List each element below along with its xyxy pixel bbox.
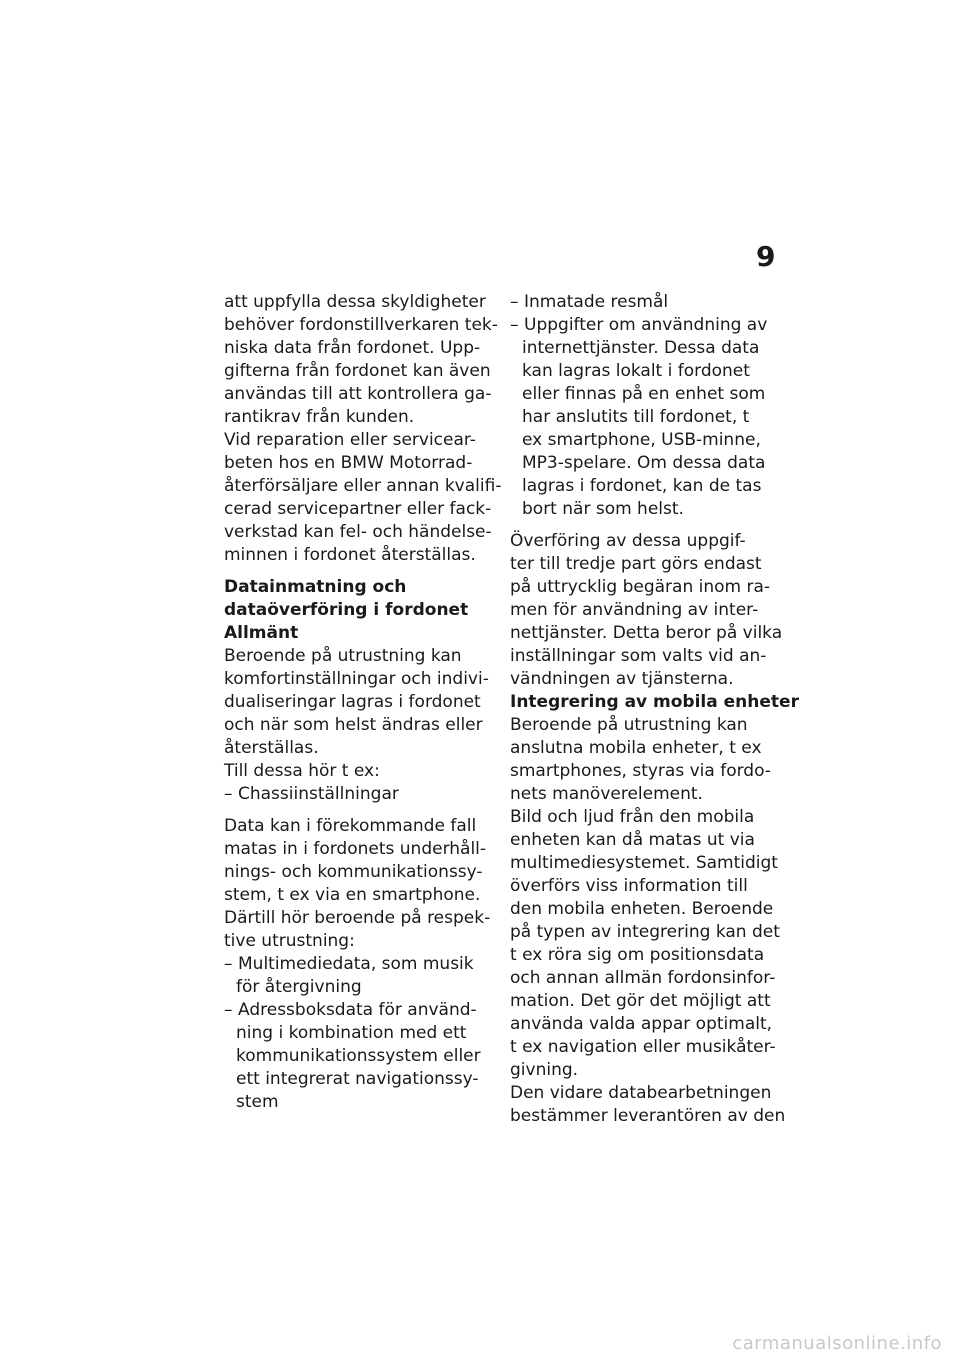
dash-marker: – [224, 954, 233, 974]
paragraph-gap [224, 806, 490, 815]
left-column [224, 291, 502, 1114]
paragraph-gap [510, 521, 784, 530]
list-item-continuation: ex smartphone, USB-minne, [522, 430, 761, 450]
list-item-continuation: MP3-spelare. Om dessa data [522, 453, 766, 473]
list-item-continuation: bort när som helst. [522, 499, 684, 519]
text-line: verkstad kan fel- och händelse- [224, 522, 492, 542]
text-line: tive utrustning: [224, 931, 355, 951]
list-item-continuation: stem [236, 1092, 279, 1112]
text-line: ter till tredje part görs endast [510, 554, 762, 574]
text-line: smartphones, styras via fordo- [510, 761, 771, 781]
list-item-continuation: ning i kombination med ett [236, 1023, 467, 1043]
text-line: Därtill hör beroende på respek- [224, 908, 491, 928]
list-item-continuation: har anslutits till fordonet, t [522, 407, 750, 427]
text-line: Data kan i förekommande fall [224, 816, 477, 836]
page-number: 9 [756, 240, 776, 273]
text-line: t ex navigation eller musikåter- [510, 1037, 776, 1057]
text-line: mation. Det gör det möjligt att [510, 991, 771, 1011]
list-item: – Chassiinställningar [224, 784, 399, 804]
list-item: – Uppgifter om användning av [510, 315, 768, 335]
text-line: på uttrycklig begäran inom ra- [510, 577, 771, 597]
text-line: Överföring av dessa uppgif- [510, 531, 746, 551]
text-line: dualiseringar lagras i fordonet [224, 692, 481, 712]
section-heading: Integrering av mobila enheter [510, 692, 799, 712]
section-heading: dataöverföring i fordonet [224, 600, 469, 620]
list-item-continuation: lagras i fordonet, kan de tas [522, 476, 762, 496]
text-line: matas in i fordonets underhåll- [224, 839, 487, 859]
text-line: vändningen av tjänsterna. [510, 669, 734, 689]
list-item: – Inmatade resmål [510, 292, 669, 312]
right-column [510, 291, 799, 1128]
text-line: den mobila enheten. Beroende [510, 899, 774, 919]
list-item-continuation: kan lagras lokalt i fordonet [522, 361, 750, 381]
text-line: och annan allmän fordonsinfor- [510, 968, 776, 988]
dash-marker: – [510, 315, 519, 335]
text-line: Bild och ljud från den mobila [510, 807, 755, 827]
text-line: t ex röra sig om positionsdata [510, 945, 765, 965]
list-item-continuation: ett integrerat navigationssy- [236, 1069, 479, 1089]
text-line: enheten kan då matas ut via [510, 830, 755, 850]
dash-marker: – [510, 292, 519, 312]
dash-marker: – [224, 784, 233, 804]
list-item-continuation: kommunikationssystem eller [236, 1046, 481, 1066]
text-line: Den vidare databearbetningen [510, 1083, 772, 1103]
text-line: multimediesystemet. Samtidigt [510, 853, 778, 873]
list-item-continuation: för återgivning [236, 977, 362, 997]
text-line: överförs viss information till [510, 876, 748, 896]
text-line: bestämmer leverantören av den [510, 1106, 786, 1126]
text-line: nets manöverelement. [510, 784, 703, 804]
text-line: givning. [510, 1060, 579, 1080]
text-line: användas till att kontrollera ga- [224, 384, 492, 404]
text-line: niska data från fordonet. Upp- [224, 338, 481, 358]
text-line: cerad servicepartner eller fack- [224, 499, 492, 519]
text-line: gifterna från fordonet kan även [224, 361, 491, 381]
text-line: Beroende på utrustning kan [224, 646, 462, 666]
list-item-continuation: eller finnas på en enhet som [522, 384, 766, 404]
text-line: anslutna mobila enheter, t ex [510, 738, 762, 758]
list-item: – Multimediedata, som musik [224, 954, 474, 974]
text-line: använda valda appar optimalt, [510, 1014, 773, 1034]
text-line: men för användning av inter- [510, 600, 759, 620]
section-heading: Datainmatning och [224, 577, 407, 597]
text-line: att uppfylla dessa skyldigheter [224, 292, 486, 312]
section-heading: Allmänt [224, 623, 299, 643]
text-line: Beroende på utrustning kan [510, 715, 748, 735]
text-line: återställas. [224, 738, 319, 758]
text-line: rantikrav från kunden. [224, 407, 415, 427]
list-item-continuation: internettjänster. Dessa data [522, 338, 760, 358]
text-line: Till dessa hör t ex: [224, 761, 380, 781]
text-line: beten hos en BMW Motorrad- [224, 453, 473, 473]
text-line: på typen av integrering kan det [510, 922, 780, 942]
text-line: återförsäljare eller annan kvalifi- [224, 476, 502, 496]
text-line: nettjänster. Detta beror på vilka [510, 623, 783, 643]
watermark: carmanualsonline.info [732, 1333, 942, 1354]
text-line: och när som helst ändras eller [224, 715, 483, 735]
text-line: Vid reparation eller servicear- [224, 430, 476, 450]
text-line: inställningar som valts vid an- [510, 646, 767, 666]
text-line: minnen i fordonet återställas. [224, 545, 476, 565]
text-line: komfortinställningar och indivi- [224, 669, 489, 689]
text-line: behöver fordonstillverkaren tek- [224, 315, 498, 335]
text-line: stem, t ex via en smartphone. [224, 885, 481, 905]
list-item: – Adressboksdata för använd- [224, 1000, 477, 1020]
dash-marker: – [224, 1000, 233, 1020]
paragraph-gap [224, 567, 490, 576]
text-line: nings- och kommunikationssy- [224, 862, 483, 882]
